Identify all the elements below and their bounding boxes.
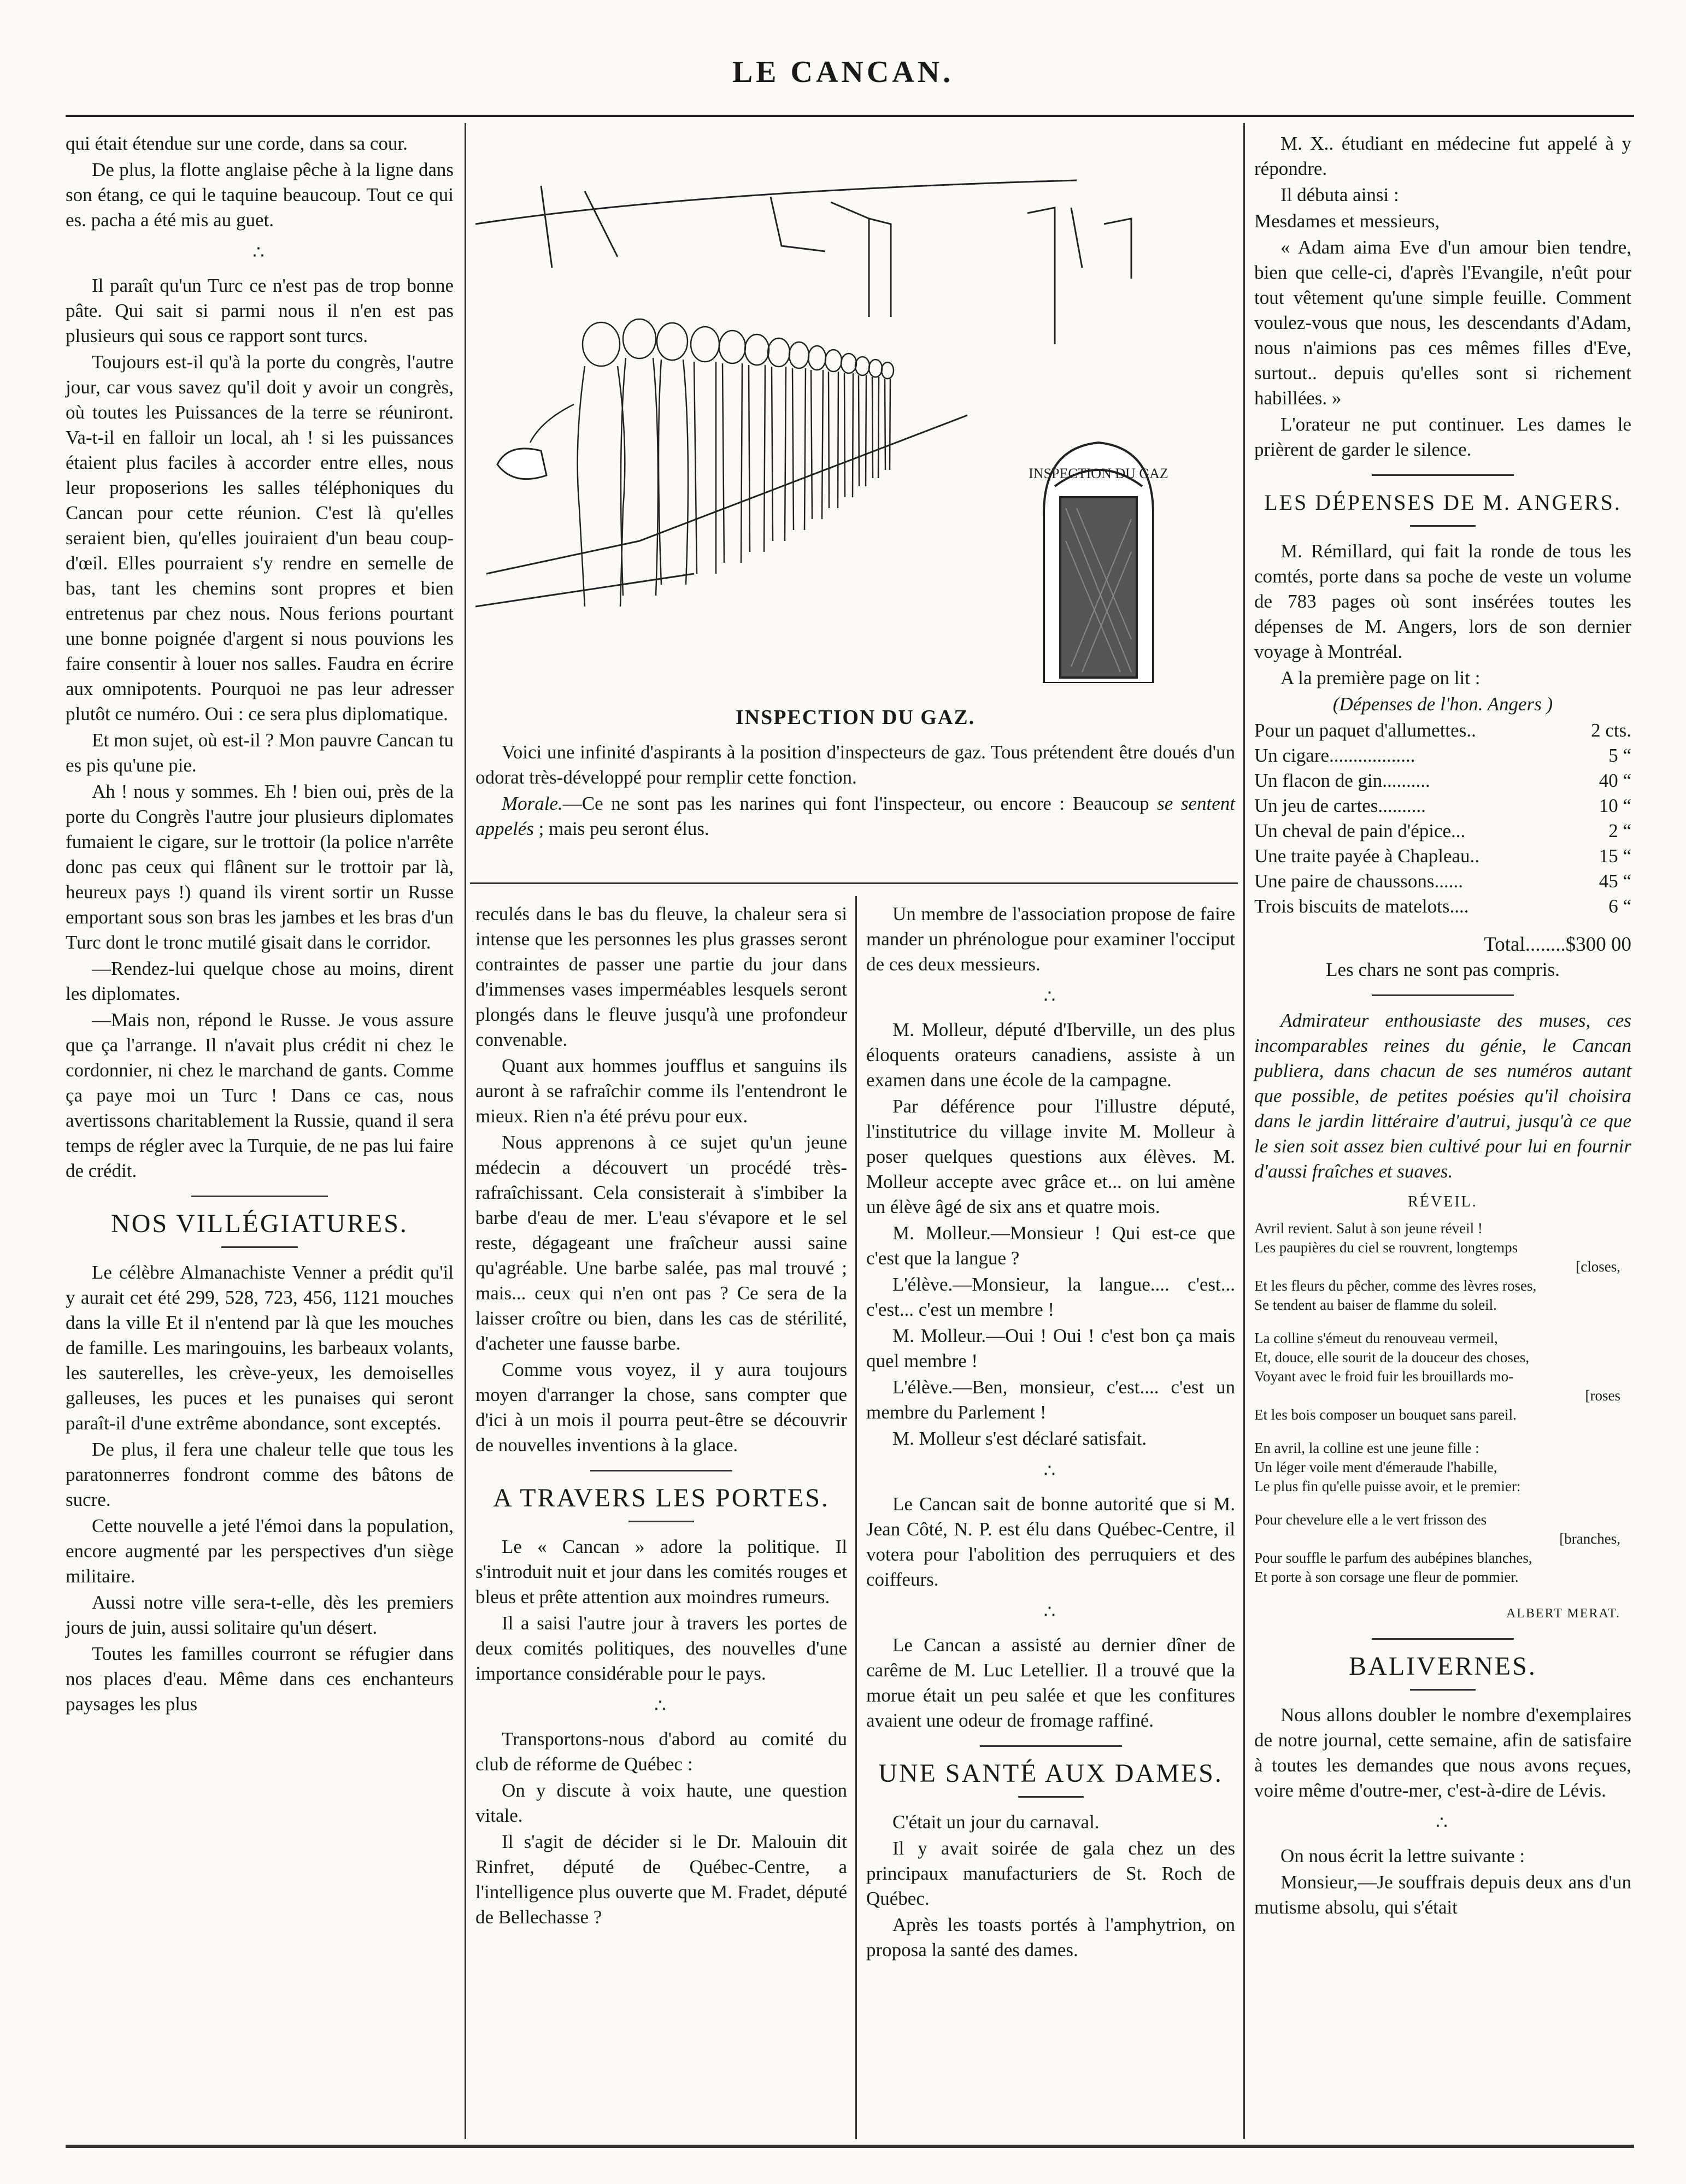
section-rule [1410,1689,1476,1691]
column-4 [1254,131,1631,1921]
gas-sign-label: INSPECTION DU GAZ [1029,466,1168,481]
caption-paragraph: Voici une infinité d'aspirants à la position d'inspecteurs de gaz. Tous prétendent être doués d'un odorat très-développé pour remplir cette fonction. [475,741,1235,788]
morale-end: ; mais peu seront élus. [538,818,709,839]
article-paragraph: Il paraît qu'un Turc ce n'est pas de trop bonne pâte. Qui sait si parmi nous il n'en est pas plusieurs qui sous ce rapport sont turcs. [66,275,454,346]
article-paragraph: M. Molleur.—Monsieur ! Qui est-ce que c'est que la langue ? [866,1222,1235,1269]
asterism-separator: ∴ [1043,987,1058,1007]
article-paragraph: Par déférence pour l'illustre député, l'institutrice du village invite M. Molleur à poser quelques questions aux élèves. M. Molleur accepte avec grâce et... on lui amène un élève âgé de six ans et quatre mois. [866,1096,1235,1217]
poem-line: Et les fleurs du pêcher, comme des lèvres roses, [1254,1278,1537,1294]
column-1 [66,131,454,1718]
section-rule [1372,1638,1514,1640]
poem-line: Et les bois composer un bouquet sans pareil. [1254,1406,1517,1423]
poem-stanza [1254,1219,1631,1315]
asterism-separator: ∴ [252,243,267,263]
article-paragraph: Nous allons doubler le nombre d'exemplaires de notre journal, cette semaine, afin de satisfaire à toutes les demandes que nous avons reçues, voire même d'outre-mer, c'est-à-dire de Lévis. [1254,1704,1631,1801]
section-rule [980,1745,1122,1747]
article-paragraph: Aussi notre ville sera-t-elle, dès les premiers jours de juin, aussi solitaire qu'un désert. [66,1592,454,1638]
article-paragraph: C'était un jour du carnaval. [892,1811,1100,1833]
morale-text: —Ce ne sont pas les narines qui font l'inspecteur, ou encore : Beaucoup [562,793,1149,814]
article-paragraph: L'orateur ne put continuer. Les dames le prièrent de garder le silence. [1254,414,1631,460]
poem-line: Pour souffle le parfum des aubépines blanches, [1254,1550,1532,1566]
caption-morale [475,791,1235,841]
article-paragraph: M. Molleur.—Oui ! Oui ! c'est bon ça mais quel membre ! [866,1325,1235,1371]
poem-line: Pour chevelure elle a le vert frisson des [1254,1511,1487,1528]
article-paragraph: Il s'agit de décider si le Dr. Malouin dit Rinfret, député de Québec-Centre, a l'intelligence plus ouverte que M. Fradet, député de Bellechasse ? [475,1831,847,1928]
expense-row [1254,793,1631,819]
poem-stanza [1254,1439,1631,1496]
article-paragraph: Il a saisi l'autre jour à travers les portes de deux comités politiques, des nouvelles d'une importance considérable pour le pays. [475,1612,847,1684]
poem-stanza [1254,1510,1631,1587]
expense-row [1254,894,1631,919]
section-rule [191,1196,328,1197]
article-paragraph: Monsieur,—Je souffrais depuis deux ans d'un mutisme absolu, qui s'était [1254,1871,1631,1918]
article-paragraph: M. Rémillard, qui fait la ronde de tous les comtés, porte dans sa poche de veste un volume de 783 pages où sont insérées toutes les dépenses de M. Angers, lors de son dernier voyage à Montréal. [1254,540,1631,662]
caption-title: INSPECTION DU GAZ. [735,706,976,729]
section-rule [1410,525,1476,527]
section-rule [590,1470,732,1471]
poem-line: En avril, la colline est une jeune fille : [1254,1440,1479,1456]
section-title: UNE SANTÉ AUX DAMES. [878,1759,1223,1788]
morale-italic: se sentent appelés [475,793,1236,839]
poem-line: Et porte à son corsage une fleur de pommier. [1254,1569,1519,1585]
article-paragraph: L'élève.—Ben, monsieur, c'est.... c'est un membre du Parlement ! [866,1376,1235,1423]
expense-row [1254,768,1631,793]
article-paragraph: Comme vous voyez, il y aura toujours moyen d'arranger la chose, sans compter que d'ici à un mois il pourra peut-être se découvrir de nouvelles inventions à la glace. [475,1359,847,1456]
article-paragraph: reculés dans le bas du fleuve, la chaleur sera si intense que les personnes les plus grasses seront contraintes de passer une partie du jour dans d'immenses vases imperméables lesquels seront plongés dans le fleuve jusqu'à une profondeur convenable. [475,903,847,1050]
article-paragraph: Le « Cancan » adore la politique. Il s'introduit nuit et jour dans les comités rouges et bleus et prête attention aux moindres rumeurs. [475,1536,847,1608]
poem-title: RÉVEIL. [1408,1193,1478,1210]
poem-line: [roses [1585,1387,1620,1404]
poem-line: Voyant avec le froid fuir les brouillards mo- [1254,1368,1514,1385]
poem-line: [closes, [1576,1258,1620,1275]
article-paragraph: A la première page on lit : [1280,667,1481,688]
expense-amount: 6 “ [1608,896,1631,917]
expense-amount: 5 “ [1608,745,1631,766]
illustration-bottom-rule [470,882,1238,884]
gas-inspection-illustration [475,158,1235,683]
article-paragraph: qui était étendue sur une corde, dans sa cour. [66,133,408,154]
poem-line: Avril revient. Salut à son jeune réveil ! [1254,1220,1483,1237]
section-title: A TRAVERS LES PORTES. [493,1484,830,1512]
expense-amount: 15 “ [1599,845,1631,867]
article-paragraph: Toutes les familles courront se réfugier dans nos places d'eau. Même dans ces enchanteurs paysages les plus [66,1643,454,1715]
article-paragraph: Nous apprenons à ce sujet qu'un jeune médecin a découvert un procédé très-rafraîchissant. Cela consisterait à s'imbiber la barbe d'eau de mer. L'eau s'évapore et le sel reste, dégageant une fraîcheur aussi saine qu'agréable. Une barbe salée, pas mal trouvé ; mais... ceux qui n'en ont pas ? Ce sera de la laisser croître ou bien, dans les cas de stérilité, d'acheter une fausse barbe. [475,1132,847,1354]
poem-line: Se tendent au baiser de flamme du soleil. [1254,1297,1497,1313]
expense-item: Un cheval de pain d'épice... [1254,820,1466,841]
morale-label: Morale. [502,793,563,814]
expense-row [1254,869,1631,894]
section-rule [1372,994,1514,996]
article-paragraph: Après les toasts portés à l'amphytrion, on proposa la santé des dames. [866,1914,1235,1961]
section-rule [1372,474,1514,476]
illustration-caption [475,705,1235,843]
expense-item: Trois biscuits de matelots.... [1254,896,1469,917]
section-rule [221,1246,298,1248]
article-paragraph: On nous écrit la lettre suivante : [1280,1845,1525,1867]
article-paragraph: « Adam aima Eve d'un amour bien tendre, bien que celle-ci, d'après l'Evangile, n'eût pour tout vêtement qu'une simple feuille. Comment voulez-vous que nous, les descendants d'Adam, nous n'aimions pas ces mêmes filles d'Eve, surtout.. depuis qu'elles sont si richement habillées. » [1254,237,1631,409]
expense-amount: 2 “ [1608,820,1631,841]
article-paragraph: Et mon sujet, où est-il ? Mon pauvre Cancan tu es pis qu'une pie. [66,729,454,776]
article-paragraph: Il débuta ainsi : [1280,184,1399,205]
column-3 [866,902,1235,1964]
article-paragraph: L'élève.—Monsieur, la langue.... c'est... c'est... c'est un membre ! [866,1274,1235,1320]
poem-line: Le plus fin qu'elle puisse avoir, et le premier: [1254,1478,1521,1494]
poem-line: [branches, [1559,1530,1620,1547]
header-rule [66,115,1634,117]
expense-item: Une paire de chaussons...... [1254,870,1463,892]
poem-stanza [1254,1329,1631,1424]
asterism-separator: ∴ [1043,1602,1058,1622]
article-paragraph: Admirateur enthousiaste des muses, ces incomparables reines du génie, le Cancan publiera, dans chacun de ses numéros autant que possible, de petites poésies qu'il choisira dans le jardin littéraire d'autrui, jusqu'à ce que le sien soit assez bien cultivé pour lui en fournir d'aussi fraîches et suaves. [1254,1010,1631,1182]
column-2 [475,902,847,1931]
article-paragraph: De plus, la flotte anglaise pêche à la ligne dans son étang, ce qui le taquine beaucoup. Tout ce qui es. pacha a été mis au guet. [66,159,454,231]
article-paragraph: Un membre de l'association propose de faire mander un phrénologue pour examiner l'occiput de ces deux messieurs. [866,903,1235,975]
article-paragraph: Le Cancan a assisté au dernier dîner de carême de M. Luc Letellier. Il a trouvé que la morue était un peu salée et que les confitures avaient une odeur de fromage raffiné. [866,1634,1235,1731]
poem-line: La colline s'émeut du renouveau vermeil, [1254,1330,1498,1346]
footer-rule [66,2145,1634,2148]
article-paragraph: De plus, il fera une chaleur telle que tous les paratonnerres fondront comme des bâtons de sucre. [66,1439,454,1510]
expense-item: Un flacon de gin.......... [1254,770,1430,791]
article-paragraph: Le célèbre Almanachiste Venner a prédit qu'il y aurait cet été 299, 528, 723, 456, 1121 mouches dans la ville Et il n'entend par là que les mouches de famille. Les maringouins, les barbeaux volants, les sauterelles, les crève-yeux, les demoiselles galleuses, les puces et les punaises qui seront paraît-il d'une extrême abondance, sont exceptés. [66,1262,454,1434]
article-paragraph: Toujours est-il qu'à la porte du congrès, l'autre jour, car vous savez qu'il doit y avoir un congrès, où toutes les Puissances de la terre se réuniront. Va-t-il en falloir un local, ah ! si les puissances étaient plus faciles à accorder entre elles, nous leur proposerions les salles téléphoniques du Cancan pour cette réunion. C'est là qu'elles seraient bien, qu'elles jouiraient d'un beau coup-d'œil. Elles pourraient s'y rendre en semelle de bas, tant les chemins sont propres et bien entretenus par chez nous. Nous ferions pourtant une bonne poignée d'argent si nous pouvions les faire consentir à louer nos salles. Faudra en écrire aux omnipotents. Pourquoi ne pas leur adresser plutôt ce numéro. Oui : ce sera plus diplomatique. [66,351,454,725]
section-title: BALIVERNES. [1349,1652,1537,1681]
article-paragraph: M. Molleur, député d'Iberville, un des plus éloquents orateurs canadiens, assiste à un examen dans une école de la campagne. [866,1019,1235,1091]
section-rule [1018,1796,1084,1798]
expense-note: Les chars ne sont pas compris. [1326,959,1560,980]
article-paragraph: Il y avait soirée de gala chez un des principaux manufacturiers de St. Roch de Québec. [866,1838,1235,1909]
article-paragraph: Quant aux hommes joufflus et sanguins ils auront à se rafraîchir comme ils l'entendront le mieux. Rien n'a été prévu pour eux. [475,1055,847,1127]
article-paragraph: Mesdames et messieurs, [1254,210,1440,232]
article-paragraph: —Rendez-lui quelque chose au moins, dirent les diplomates. [66,958,454,1004]
section-title: NOS VILLÉGIATURES. [111,1209,408,1238]
expense-item: Une traite payée à Chapleau.. [1254,845,1480,867]
asterism-separator: ∴ [1043,1461,1058,1481]
poem-line: Et, douce, elle sourit de la douceur des choses, [1254,1349,1530,1365]
article-paragraph: Ah ! nous y sommes. Eh ! bien oui, près de la porte du Congrès l'autre jour plusieurs diplomates fumaient le cigare, sur le trottoir (la police n'arrête donc pas ceux qui flânent sur le trottoir par là, heureux pays !) quand ils virent sortir un Russe emportant sous son bras les jambes et les bras d'un Turc dont le tronc mutilé gisait dans le corridor. [66,781,454,953]
column-divider [855,896,857,2139]
section-rule [628,1521,694,1522]
masthead: LE CANCAN. [732,55,954,89]
article-paragraph: —Mais non, répond le Russe. Je vous assure que ça l'arrange. Il n'avait plus crédit ni chez le cordonnier, ni chez le marchand de gants. Comme ça paye moi un Turc ! Dans ce cas, nous avertissons charitablement la Russie, quand il sera temps de régler avec la Turquie, de ne pas lui faire de crédit. [66,1009,454,1181]
expense-amount: 2 cts. [1591,720,1631,741]
expense-amount: 40 “ [1599,770,1631,791]
poem-author: ALBERT MERAT. [1506,1606,1620,1621]
article-paragraph: (Dépenses de l'hon. Angers ) [1332,693,1553,715]
column-divider [1243,123,1245,2139]
expense-item: Un jeu de cartes.......... [1254,795,1426,816]
expense-list [1254,718,1631,919]
article-paragraph: On y discute à voix haute, une question vitale. [475,1780,847,1826]
expense-amount: 45 “ [1599,870,1631,892]
expense-row [1254,819,1631,844]
expense-amount: 10 “ [1599,795,1631,816]
poem [1254,1219,1631,1587]
expense-item: Un cigare.................. [1254,745,1415,766]
expense-row [1254,718,1631,743]
asterism-separator: ∴ [1436,1813,1450,1833]
article-paragraph: Cette nouvelle a jeté l'émoi dans la population, encore augmenté par les perspectives d'un siège militaire. [66,1515,454,1587]
article-paragraph: M. X.. étudiant en médecine fut appelé à y répondre. [1254,133,1631,179]
expense-total: Total........$300 00 [1484,933,1631,956]
article-paragraph: M. Molleur s'est déclaré satisfait. [892,1428,1147,1449]
expense-row [1254,844,1631,869]
expense-row [1254,743,1631,768]
section-title: LES DÉPENSES DE M. ANGERS. [1264,490,1622,515]
poem-line: Les paupières du ciel se rouvrent, longtemps [1254,1239,1518,1256]
column-divider [465,123,466,2139]
article-paragraph: Le Cancan sait de bonne autorité que si M. Jean Côté, N. P. est élu dans Québec-Centre, il votera pour l'abolition des perruquiers et des coiffeurs. [866,1493,1235,1590]
asterism-separator: ∴ [654,1696,668,1716]
expense-item: Pour un paquet d'allumettes.. [1254,720,1476,741]
article-paragraph: Transportons-nous d'abord au comité du club de réforme de Québec : [475,1728,847,1775]
poem-line: Un léger voile ment d'émeraude l'habille, [1254,1459,1497,1475]
